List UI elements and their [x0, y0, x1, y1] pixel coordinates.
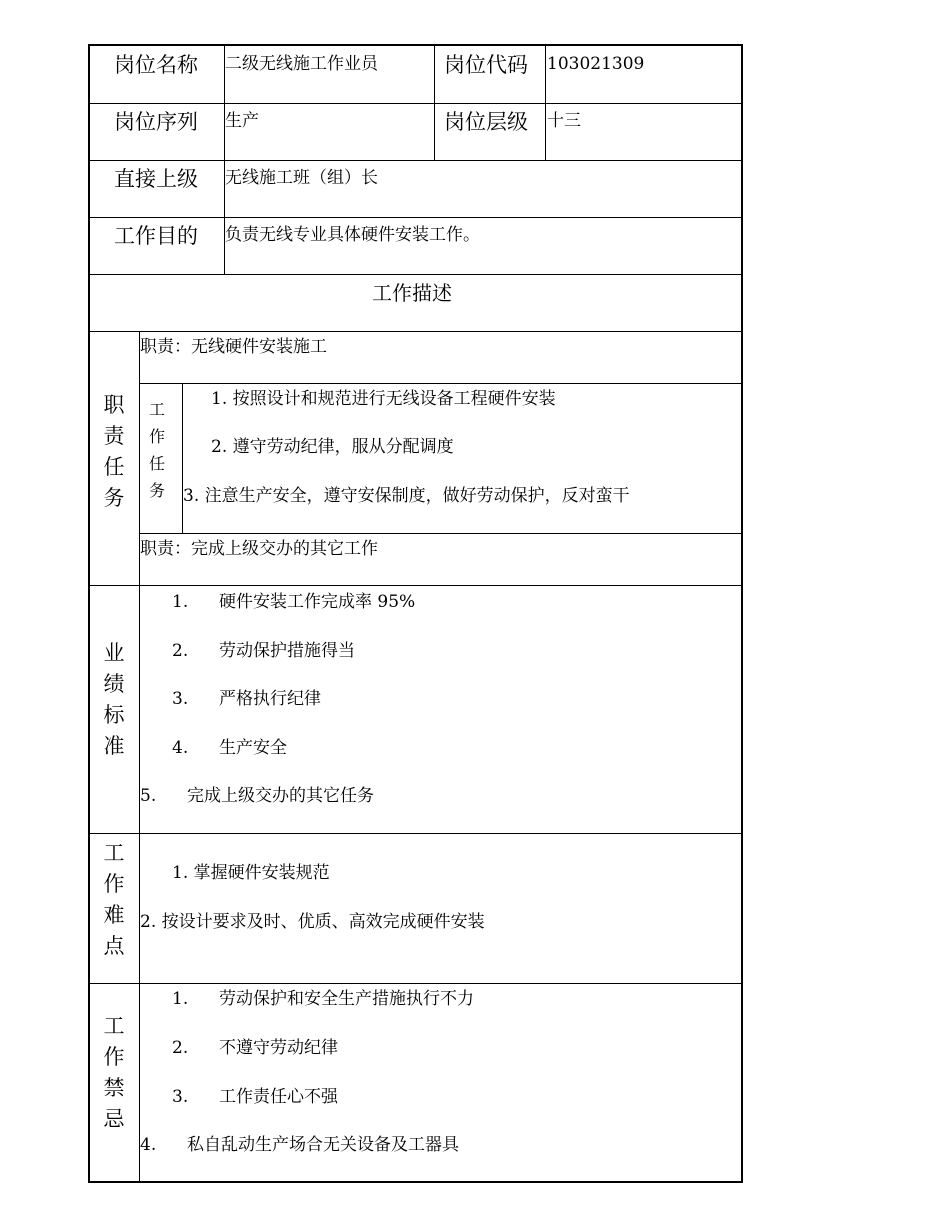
- item-text: 工作责任心不强: [219, 1087, 338, 1107]
- column-divider: [545, 44, 546, 160]
- item-text: 硬件安装工作完成率 95%: [219, 592, 416, 612]
- row-divider: [88, 331, 743, 332]
- direct-superior-label: 直接上级: [114, 167, 198, 191]
- item-number: 1.: [172, 592, 189, 612]
- position-code-value: 103021309: [547, 54, 645, 74]
- job-description-table: [88, 44, 743, 1183]
- item-number: 2.: [172, 641, 189, 661]
- item-text: 不遵守劳动纪律: [219, 1038, 338, 1058]
- column-divider: [182, 383, 183, 533]
- item-text: 严格执行纪律: [219, 689, 321, 709]
- position-name-value: 二级无线施工作业员: [225, 54, 378, 74]
- duty-2-text: 职责：完成上级交办的其它工作: [140, 539, 378, 559]
- position-series-label: 岗位序列: [114, 110, 198, 134]
- item-text: 生产安全: [219, 738, 287, 758]
- row-divider: [139, 383, 743, 384]
- work-description-title: 工作描述: [372, 281, 452, 305]
- item-text: 劳动保护和安全生产措施执行不力: [219, 989, 474, 1009]
- position-level-label: 岗位层级: [444, 110, 528, 134]
- task-item: 1. 按照设计和规范进行无线设备工程硬件安装: [211, 389, 556, 409]
- row-divider: [139, 533, 743, 534]
- taboo-item: [172, 991, 474, 1008]
- task-item: 2. 遵守劳动纪律，服从分配调度: [211, 437, 454, 457]
- item-number: 3.: [172, 1087, 189, 1107]
- position-code-label: 岗位代码: [444, 53, 528, 77]
- taboo-item: [172, 1089, 338, 1106]
- work-purpose-label: 工作目的: [114, 224, 198, 248]
- item-number: 3.: [172, 689, 189, 709]
- column-divider: [434, 44, 435, 160]
- row-divider: [88, 160, 743, 161]
- column-divider: [139, 331, 140, 1183]
- difficulties-section-label: 工 作 难 点: [103, 841, 125, 958]
- duties-section-label: 职 责 任 务: [103, 393, 125, 510]
- taboo-item: [140, 1137, 459, 1154]
- taboo-item: [172, 1040, 338, 1057]
- position-series-value: 生产: [225, 111, 259, 131]
- tasks-label: 工 作 任 务: [148, 400, 165, 500]
- performance-item: [172, 740, 287, 757]
- taboos-section-label: 工 作 禁 忌: [103, 1014, 125, 1131]
- difficulty-item: 1. 掌握硬件安装规范: [172, 863, 330, 883]
- row-divider: [88, 983, 743, 984]
- performance-section-label: 业 绩 标 准: [103, 641, 125, 758]
- performance-item: [140, 788, 374, 805]
- position-level-value: 十三: [547, 111, 581, 131]
- item-number: 2.: [172, 1038, 189, 1058]
- item-number: 4.: [172, 738, 189, 758]
- duty-1-text: 职责：无线硬件安装施工: [140, 337, 327, 357]
- performance-item: [172, 643, 355, 660]
- row-divider: [88, 103, 743, 104]
- item-number: 5.: [140, 786, 157, 806]
- work-purpose-value: 负责无线专业具体硬件安装工作。: [225, 225, 480, 245]
- item-number: 4.: [140, 1135, 157, 1155]
- row-divider: [88, 585, 743, 586]
- row-divider: [88, 217, 743, 218]
- difficulty-item: 2. 按设计要求及时、优质、高效完成硬件安装: [140, 912, 485, 932]
- item-number: 1.: [172, 989, 189, 1009]
- direct-superior-value: 无线施工班（组）长: [225, 168, 378, 188]
- item-text: 劳动保护措施得当: [219, 641, 355, 661]
- item-text: 完成上级交办的其它任务: [187, 786, 374, 806]
- item-text: 私自乱动生产场合无关设备及工器具: [187, 1135, 459, 1155]
- row-divider: [88, 833, 743, 834]
- performance-item: [172, 691, 321, 708]
- task-item: 3. 注意生产安全，遵守安保制度，做好劳动保护，反对蛮干: [183, 486, 630, 506]
- row-divider: [88, 274, 743, 275]
- position-name-label: 岗位名称: [114, 53, 198, 77]
- performance-item: [172, 594, 415, 611]
